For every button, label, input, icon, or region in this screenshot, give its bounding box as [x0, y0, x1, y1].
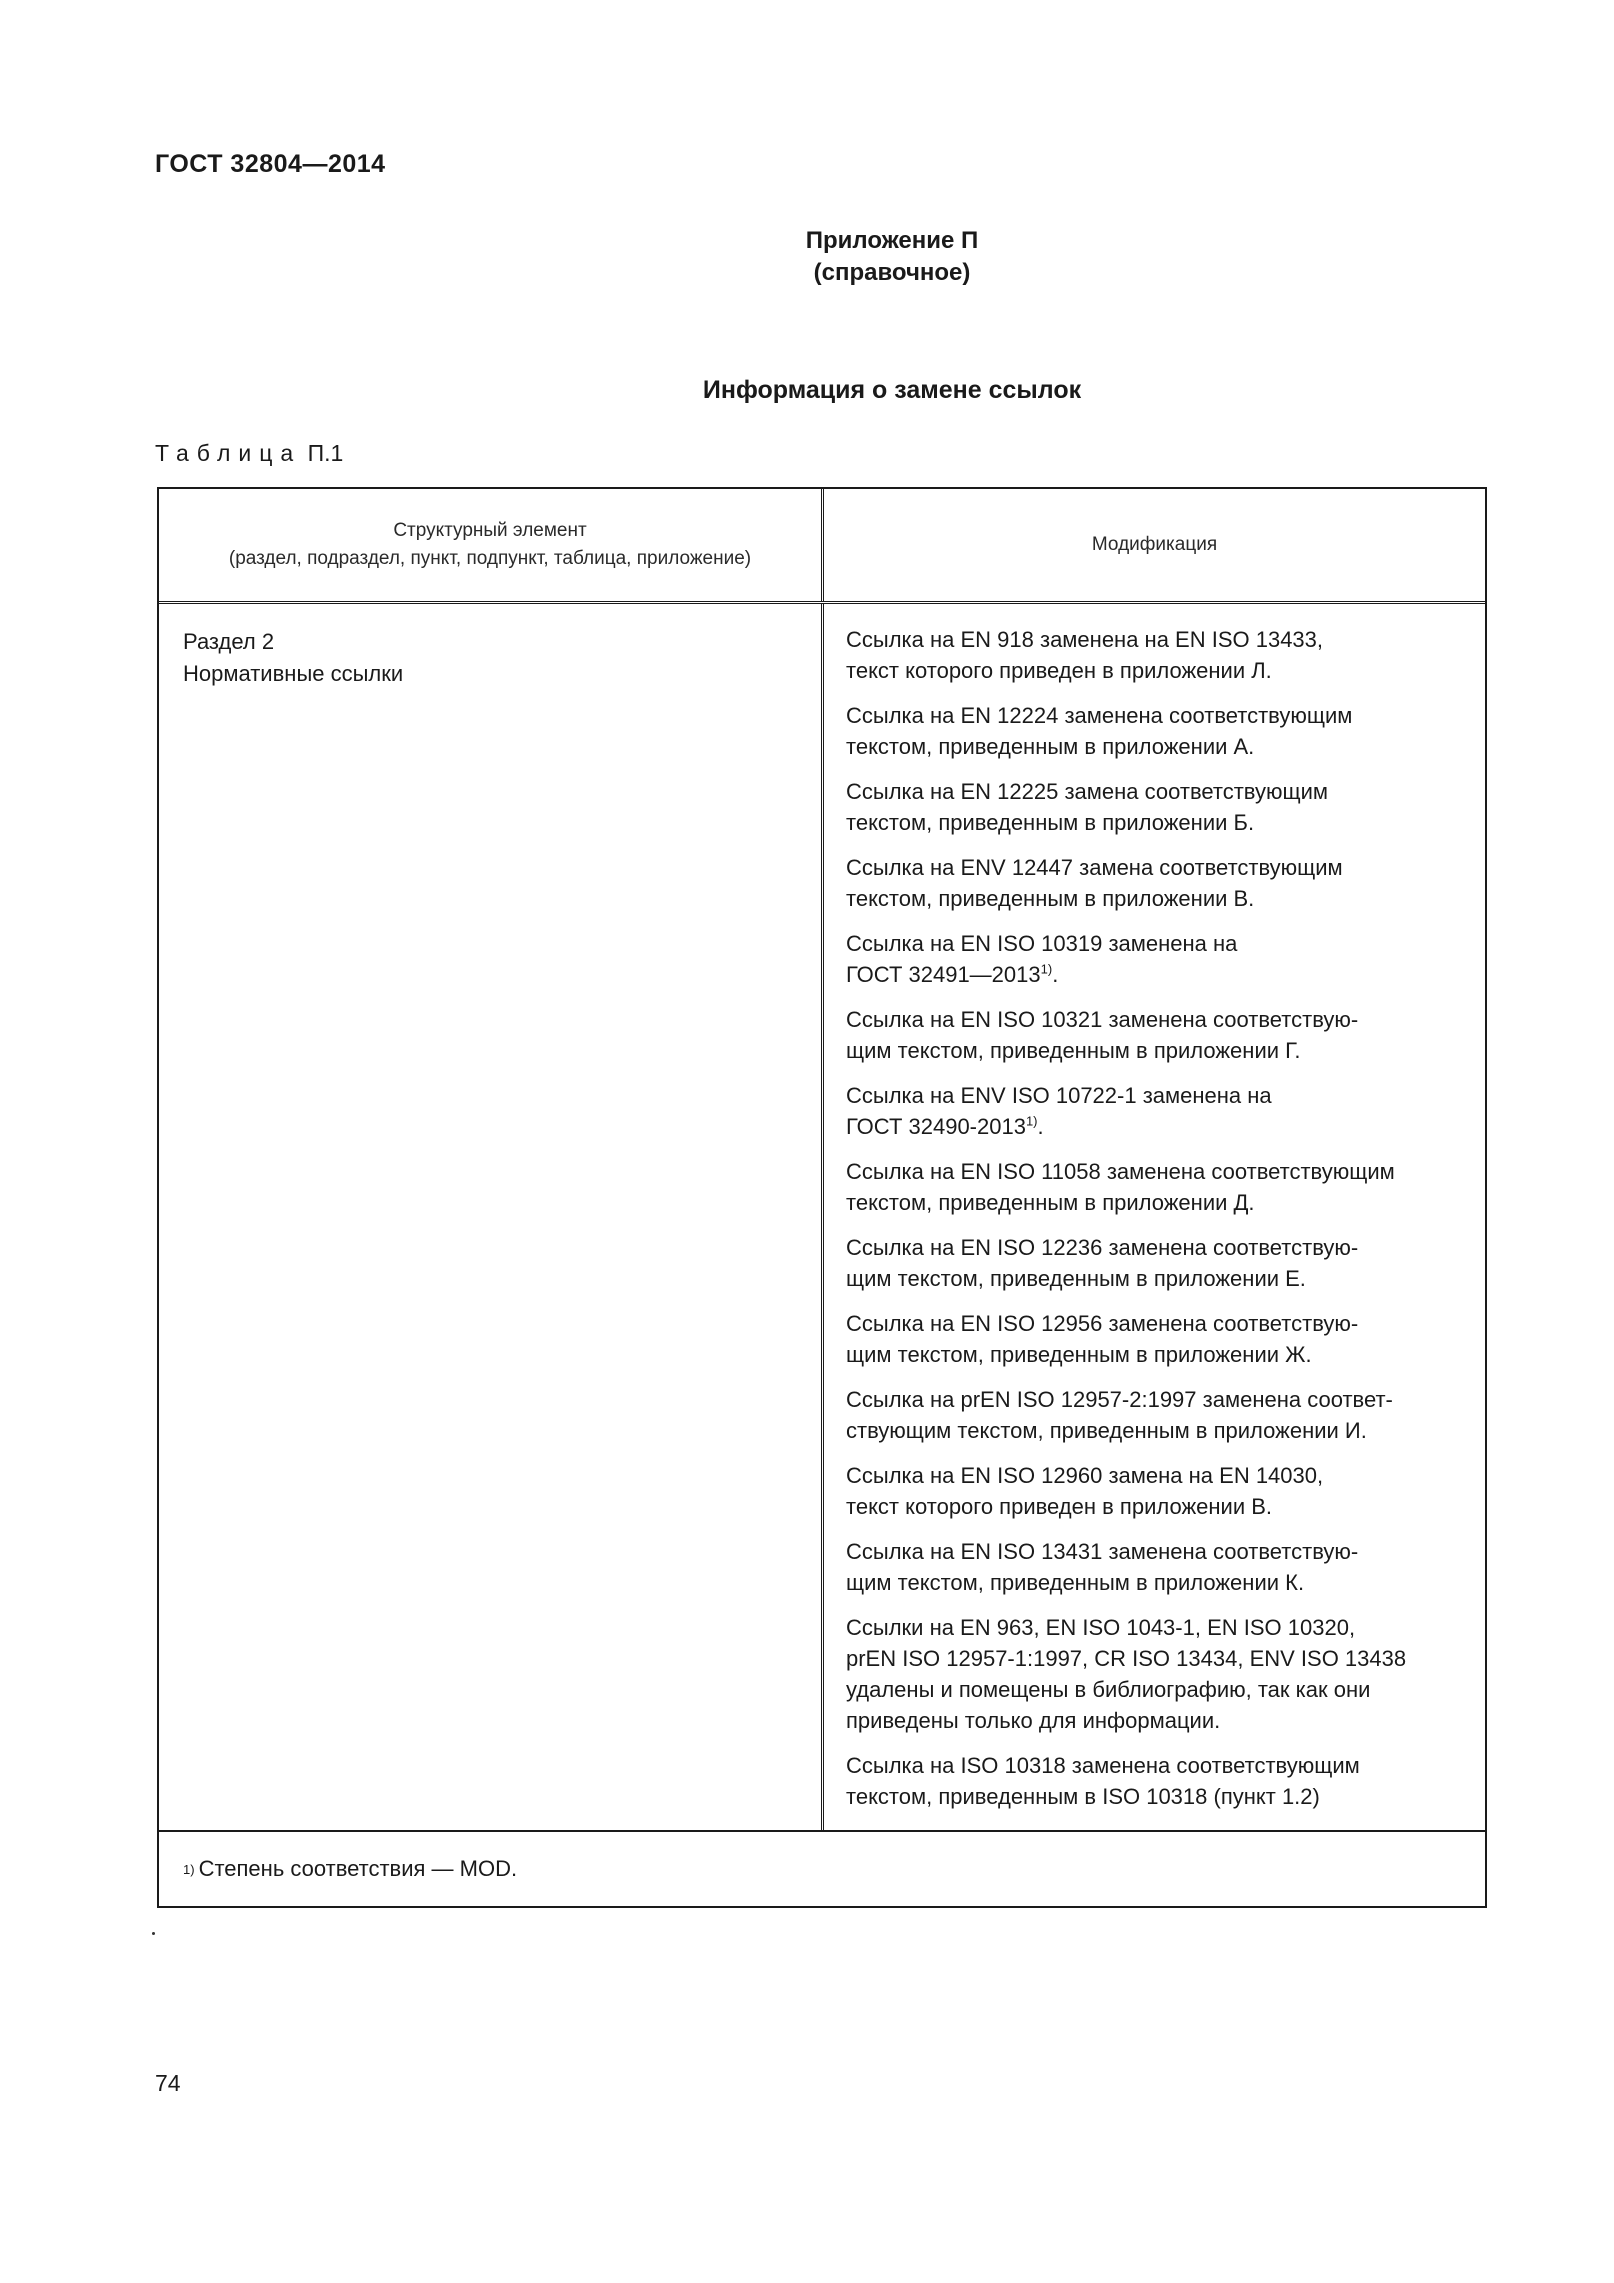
annex-heading — [0, 225, 1614, 289]
annex-title: Приложение П — [805, 227, 979, 254]
table-row — [159, 604, 1485, 1832]
modification-line: Ссылка на EN ISO 12236 заменена соответствую- — [846, 1235, 1359, 1260]
annex-kind: (справочное) — [813, 259, 971, 286]
modification-line: Ссылка на EN ISO 12956 заменена соответствую- — [846, 1311, 1359, 1336]
modification-line: ГОСТ 32491—2013$^{1)}$. — [846, 961, 1059, 987]
modification-line: Ссылка на prEN ISO 12957-2:1997 заменена соответ- — [846, 1387, 1393, 1412]
modification-line: щим текстом, приведенным в приложении Е. — [846, 1266, 1306, 1291]
page-number: 74 — [155, 2070, 181, 2096]
modification-item — [846, 700, 1463, 762]
modification-line: Ссылка на ENV 12447 замена соответствующим — [846, 855, 1343, 880]
modification-line: Ссылка на EN 12224 заменена соответствующим — [846, 703, 1353, 728]
modification-line: Ссылка на ENV ISO 10722-1 заменена на — [846, 1083, 1272, 1108]
element-section-name: Нормативные ссылки — [183, 661, 404, 686]
modification-line: щим текстом, приведенным в приложении К. — [846, 1570, 1305, 1595]
section-title: Информация о замене ссылок — [702, 376, 1082, 404]
modification-item — [846, 776, 1463, 838]
footnote-ref: 1) — [1040, 961, 1053, 977]
header-left-line1: Структурный элемент — [393, 520, 587, 541]
modification-item — [846, 1156, 1463, 1218]
stray-dot — [152, 1932, 155, 1935]
header-modification: Модификация — [1091, 534, 1218, 555]
modification-line: текст которого приведен в приложении Л. — [846, 658, 1272, 683]
table-footnote — [159, 1832, 1485, 1906]
modification-item — [846, 624, 1463, 686]
document-code: ГОСТ 32804—2014 — [155, 150, 386, 178]
modification-item — [846, 1308, 1463, 1370]
table-caption — [155, 440, 343, 467]
modification-line: щим текстом, приведенным в приложении Ж. — [846, 1342, 1312, 1367]
modification-line: текстом, приведенным в приложении Д. — [846, 1190, 1255, 1215]
modification-item — [846, 928, 1463, 990]
modification-line: Ссылка на EN ISO 11058 заменена соответствующим — [846, 1159, 1395, 1184]
table-header-row — [159, 489, 1485, 604]
modification-item — [846, 1750, 1463, 1812]
line-tail: . — [1037, 1114, 1044, 1139]
modification-item — [846, 1232, 1463, 1294]
cell-modifications — [824, 604, 1485, 1830]
modification-item — [846, 1460, 1463, 1522]
modification-line: удалены и помещены в библиографию, так как они — [846, 1677, 1371, 1702]
table-caption-word: Таблица — [155, 440, 302, 466]
modification-line: Ссылки на EN 963, EN ISO 1043-1, EN ISO 10320, — [846, 1615, 1356, 1640]
element-section: Раздел 2 — [183, 629, 275, 654]
modification-line: текстом, приведенным в приложении А. — [846, 734, 1255, 759]
modification-line: ГОСТ 32490-2013$^{1)}$. — [846, 1113, 1044, 1139]
modification-line: prEN ISO 12957-1:1997, CR ISO 13434, ENV ISO 13438 — [846, 1646, 1407, 1671]
modification-line: Ссылка на EN ISO 12960 замена на EN 14030, — [846, 1463, 1324, 1488]
modification-item — [846, 1612, 1463, 1736]
line-tail: . — [1052, 962, 1059, 987]
modification-line: Ссылка на EN ISO 10321 заменена соответствую- — [846, 1007, 1359, 1032]
footnote-ref: 1) — [1025, 1113, 1038, 1129]
footnote-marker: 1) — [183, 1861, 195, 1877]
modification-line: Ссылка на ISO 10318 заменена соответствующим — [846, 1753, 1360, 1778]
cell-structural-element — [159, 604, 824, 1830]
modification-line: Ссылка на EN ISO 10319 заменена на — [846, 931, 1238, 956]
modification-line: Ссылка на EN ISO 13431 заменена соответствую- — [846, 1539, 1359, 1564]
header-left-line2: (раздел, подраздел, пункт, подпункт, таблица, приложение) — [228, 548, 752, 569]
modification-line: текстом, приведенным в приложении В. — [846, 886, 1255, 911]
table-caption-number: П.1 — [307, 440, 344, 466]
modification-line: Ссылка на EN 12225 замена соответствующим — [846, 779, 1329, 804]
modification-item — [846, 852, 1463, 914]
header-structural-element — [159, 489, 824, 601]
modification-line: текст которого приведен в приложении В. — [846, 1494, 1273, 1519]
modification-line: ствующим текстом, приведенным в приложении И. — [846, 1418, 1367, 1443]
modification-line: щим текстом, приведенным в приложении Г. — [846, 1038, 1301, 1063]
modification-item — [846, 1004, 1463, 1066]
footnote-text: Степень соответствия — MOD. — [198, 1856, 518, 1881]
modification-line: приведены только для информации. — [846, 1708, 1221, 1733]
modification-line: текстом, приведенным в приложении Б. — [846, 810, 1255, 835]
modification-item — [846, 1536, 1463, 1598]
modification-item — [846, 1384, 1463, 1446]
modification-line: Ссылка на EN 918 заменена на EN ISO 13433, — [846, 627, 1324, 652]
reference-replacement-table — [157, 487, 1487, 1908]
modification-item — [846, 1080, 1463, 1142]
modification-line: текстом, приведенным в ISO 10318 (пункт 1.2) — [846, 1784, 1320, 1809]
